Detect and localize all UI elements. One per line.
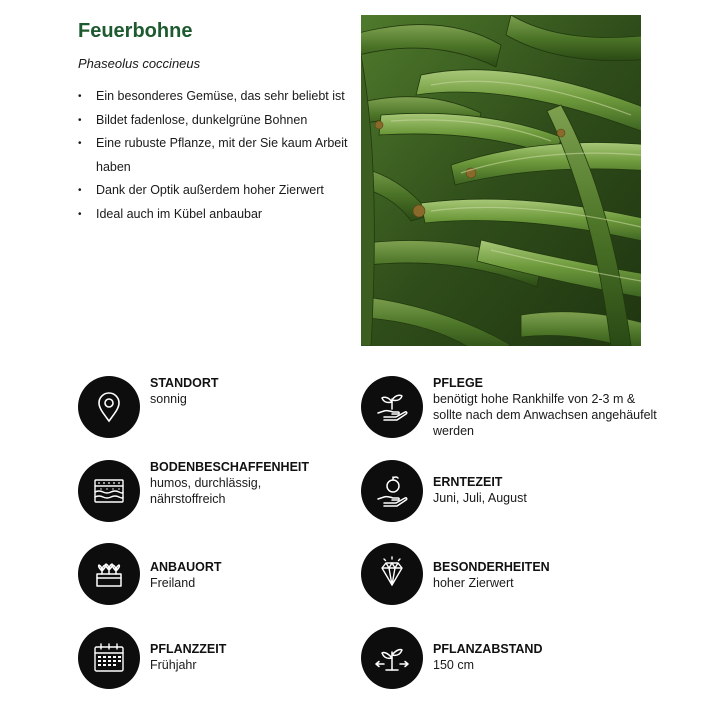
feature-pflege [361, 376, 661, 442]
product-title: Feuerbohne [78, 20, 193, 42]
feature-value: benötigt hohe Rankhilfe von 2-3 m & sollte nach dem Anwachsen angehäufelt werden [433, 392, 657, 438]
soil-layers-icon [78, 460, 140, 522]
bullet-text: Dank der Optik außerdem hoher Zierwert [96, 183, 324, 197]
bullet-item [78, 109, 348, 133]
bullet-marker: • [78, 208, 82, 220]
product-photo [361, 15, 641, 346]
feature-value: hoher Zierwert [433, 576, 514, 590]
feature-label: ANBAUORT [150, 560, 222, 574]
feature-label: BODENBESCHAFFENHEIT [150, 460, 310, 474]
green-beans-image [361, 15, 641, 346]
feature-besonderheiten [361, 543, 661, 609]
bullet-marker: • [78, 91, 82, 102]
bullet-item [78, 132, 348, 179]
feature-label: PFLANZABSTAND [433, 642, 543, 656]
bullet-item [78, 85, 348, 109]
feature-value: Frühjahr [150, 658, 197, 672]
bullet-text: Ein besonderes Gemüse, das sehr beliebt ist [96, 89, 345, 103]
feature-value: Juni, Juli, August [433, 491, 527, 505]
feature-label: STANDORT [150, 376, 219, 390]
feature-erntezeit [361, 460, 661, 526]
feature-bullet-list [78, 85, 348, 226]
planter-box-icon [78, 543, 140, 605]
latin-name: Phaseolus coccineus [78, 56, 201, 71]
bullet-marker: • [78, 138, 82, 149]
bullet-text: Ideal auch im Kübel anbaubar [96, 206, 263, 221]
feature-value: Freiland [150, 576, 196, 590]
calendar-icon [78, 627, 140, 689]
plant-spacing-icon [361, 627, 423, 689]
bullet-item [78, 179, 348, 203]
feature-standort [78, 376, 378, 442]
feature-pflanzzeit [78, 627, 378, 693]
bullet-marker: • [78, 114, 82, 126]
bullet-text: Eine rubuste Pflanze, mit der Sie kaum Arbeit haben [96, 136, 348, 174]
feature-label: ERNTEZEIT [433, 475, 503, 489]
feature-value: 150 cm [433, 658, 474, 672]
feature-label: BESONDERHEITEN [433, 560, 550, 574]
bullet-marker: • [78, 185, 82, 196]
feature-label: PFLEGE [433, 376, 484, 390]
hand-fruit-icon [361, 460, 423, 522]
feature-value: humos, durchlässig, nährstoffreich [150, 476, 262, 506]
feature-value: sonnig [150, 392, 187, 406]
bullet-item [78, 203, 348, 227]
feature-label: PFLANZZEIT [150, 642, 227, 656]
feature-bodenbeschaffenheit [78, 460, 378, 526]
bullet-text: Bildet fadenlose, dunkelgrüne Bohnen [96, 112, 308, 127]
hand-sprout-icon [361, 376, 423, 438]
diamond-icon [361, 543, 423, 605]
feature-pflanzabstand [361, 627, 661, 693]
location-pin-icon [78, 376, 140, 438]
feature-anbauort [78, 543, 378, 609]
